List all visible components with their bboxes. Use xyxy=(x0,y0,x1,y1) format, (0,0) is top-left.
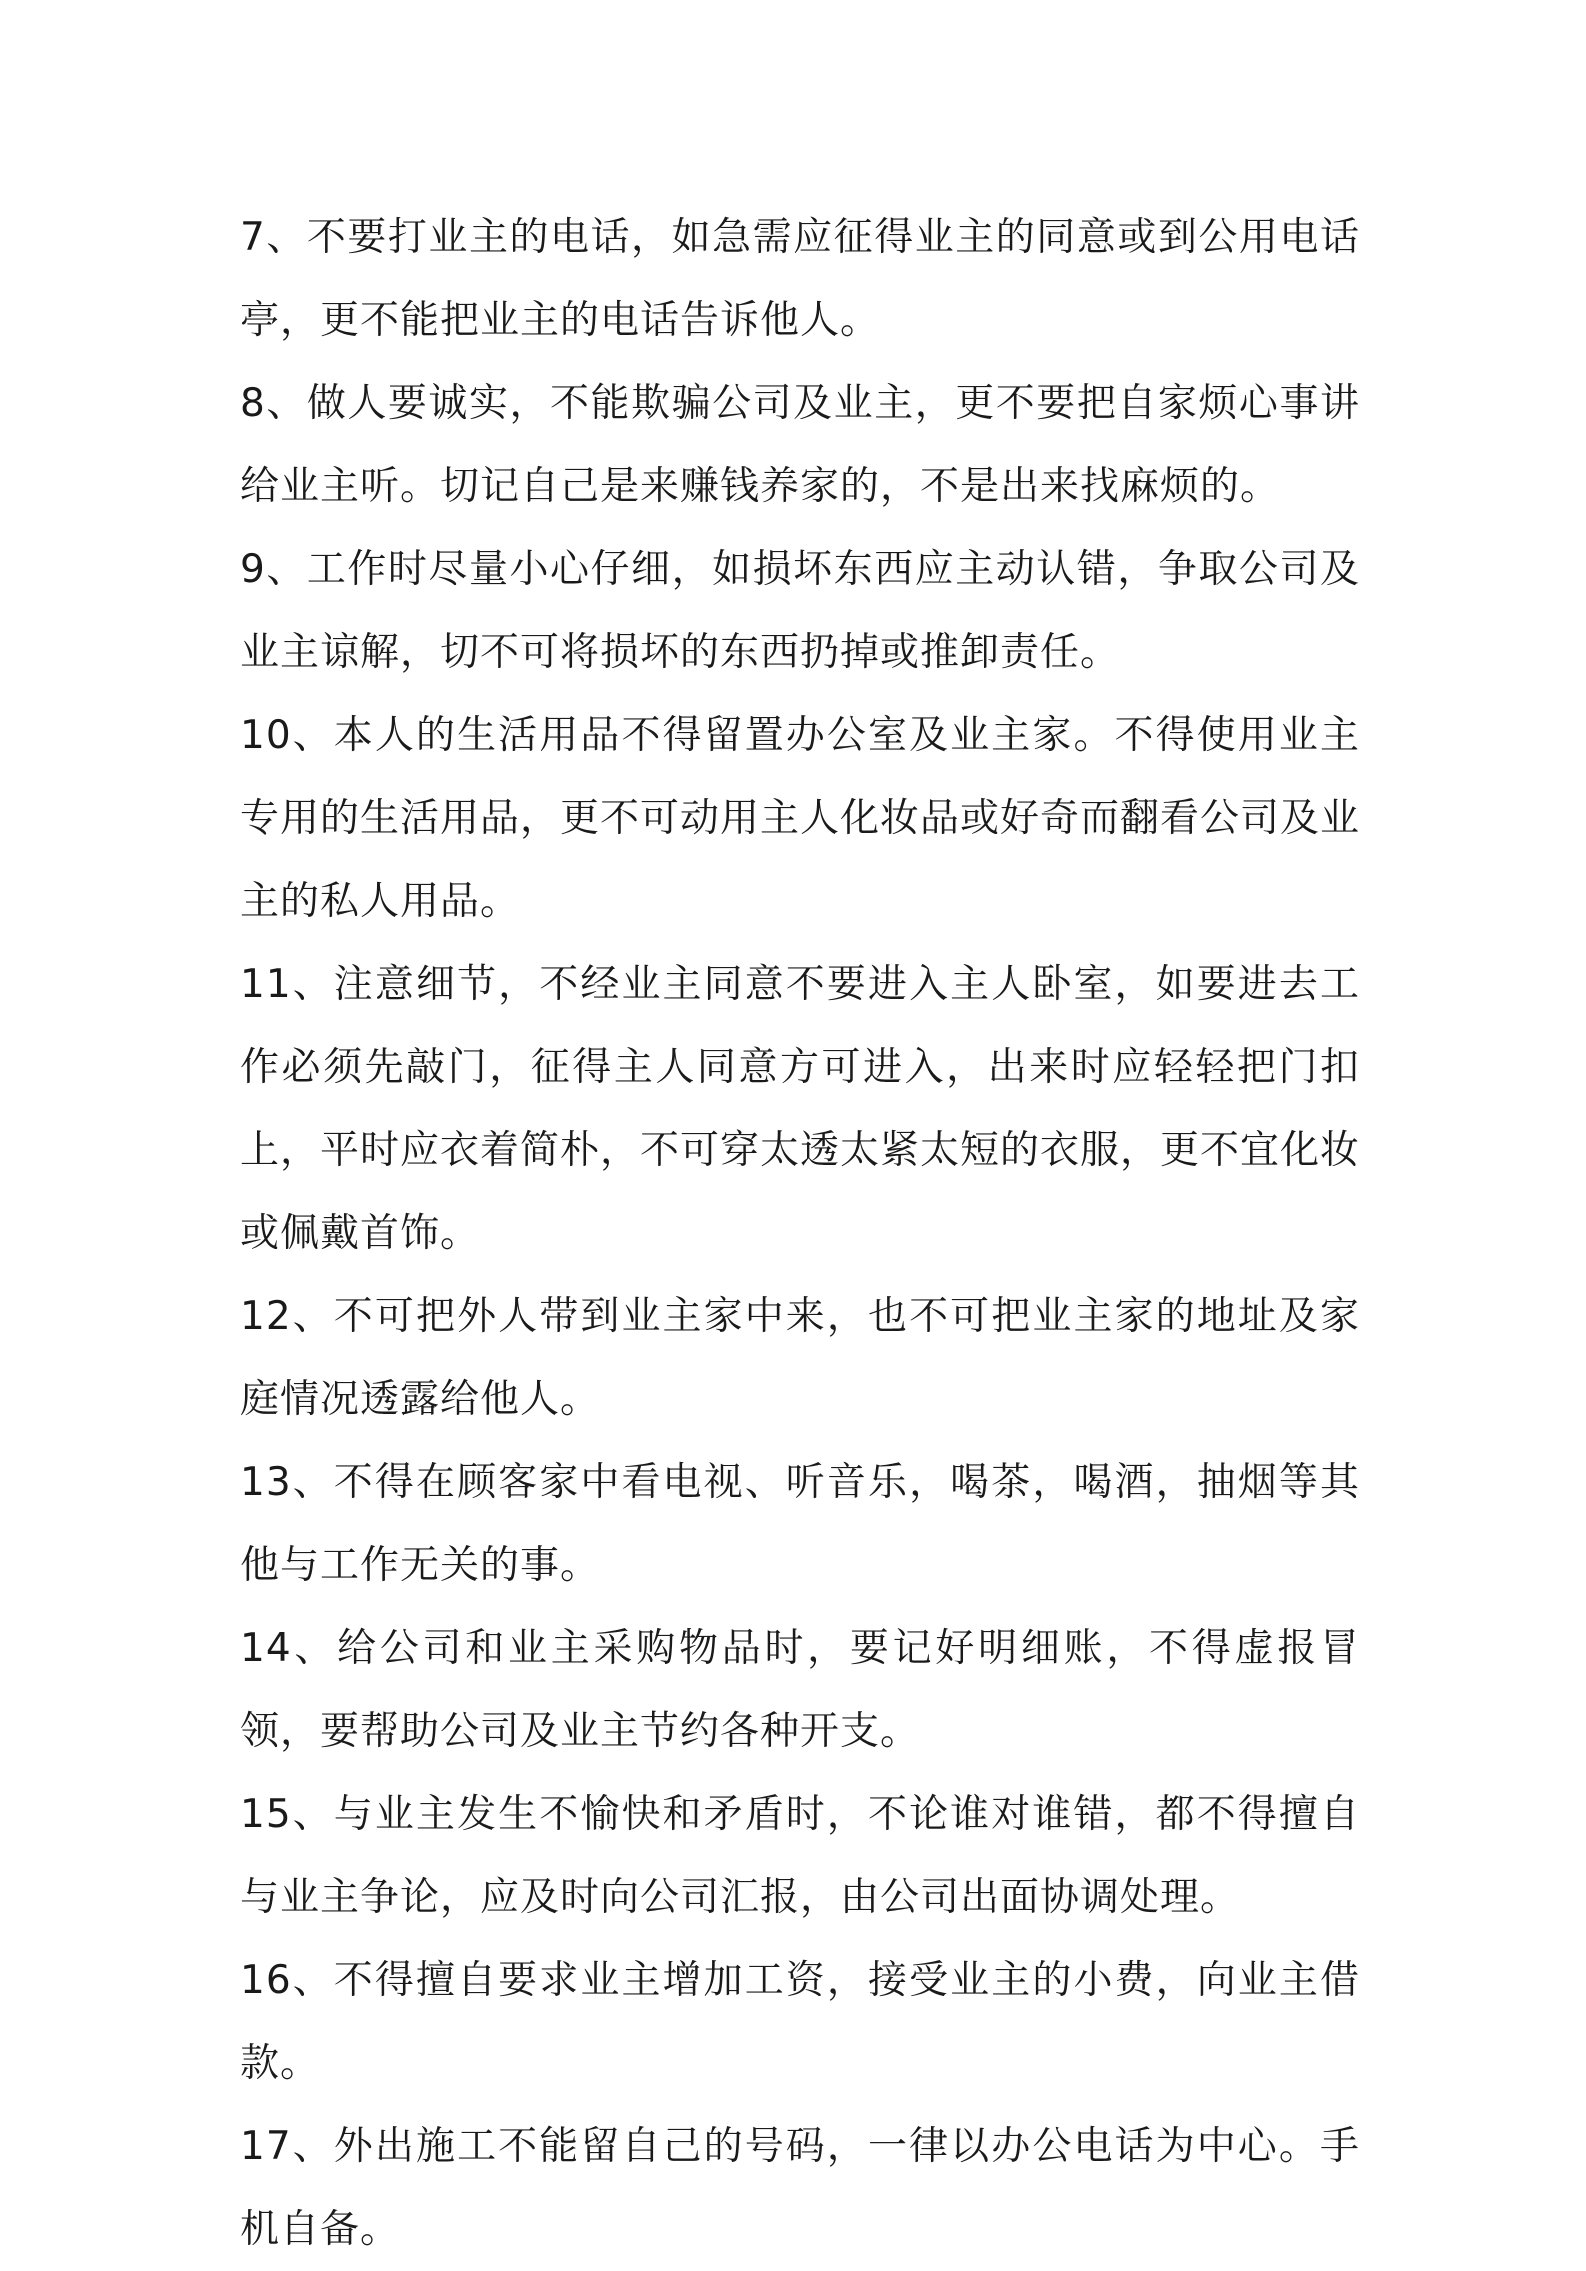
rule-item-13: 13、不得在顾客家中看电视、听音乐，喝茶，喝酒，抽烟等其他与工作无关的事。 xyxy=(240,1460,1360,1588)
rule-item-7: 7、不要打业主的电话，如急需应征得业主的同意或到公用电话亭，更不能把业主的电话告诉他人。 xyxy=(240,215,1360,343)
rule-item-15: 15、与业主发生不愉快和矛盾时，不论谁对谁错，都不得擅自与业主争论，应及时向公司汇报，由公司出面协调处理。 xyxy=(240,1792,1360,1920)
rule-item-12: 12、不可把外人带到业主家中来，也不可把业主家的地址及家庭情况透露给他人。 xyxy=(240,1294,1360,1422)
rule-item-17: 17、外出施工不能留自己的号码，一律以办公电话为中心。手机自备。 xyxy=(240,2124,1360,2252)
rule-item-10: 10、本人的生活用品不得留置办公室及业主家。不得使用业主专用的生活用品，更不可动用主人化妆品或好奇而翻看公司及业主的私人用品。 xyxy=(240,713,1361,924)
rule-item-11: 11、注意细节，不经业主同意不要进入主人卧室，如要进去工作必须先敲门，征得主人同意方可进入，出来时应轻轻把门扣上，平时应衣着简朴，不可穿太透太紧太短的衣服，更不宜化妆或佩戴首饰。 xyxy=(240,962,1361,1256)
rule-item-9: 9、工作时尽量小心仔细，如损坏东西应主动认错，争取公司及业主谅解，切不可将损坏的东西扔掉或推卸责任。 xyxy=(240,547,1360,675)
rule-item-16: 16、不得擅自要求业主增加工资，接受业主的小费，向业主借款。 xyxy=(240,1958,1360,2086)
rule-item-8: 8、做人要诚实，不能欺骗公司及业主，更不要把自家烦心事讲给业主听。切记自己是来赚钱养家的，不是出来找麻烦的。 xyxy=(240,381,1360,509)
rules-list xyxy=(240,196,1360,2271)
rule-item-14: 14、给公司和业主采购物品时，要记好明细账，不得虚报冒领，要帮助公司及业主节约各种开支。 xyxy=(240,1626,1360,1754)
